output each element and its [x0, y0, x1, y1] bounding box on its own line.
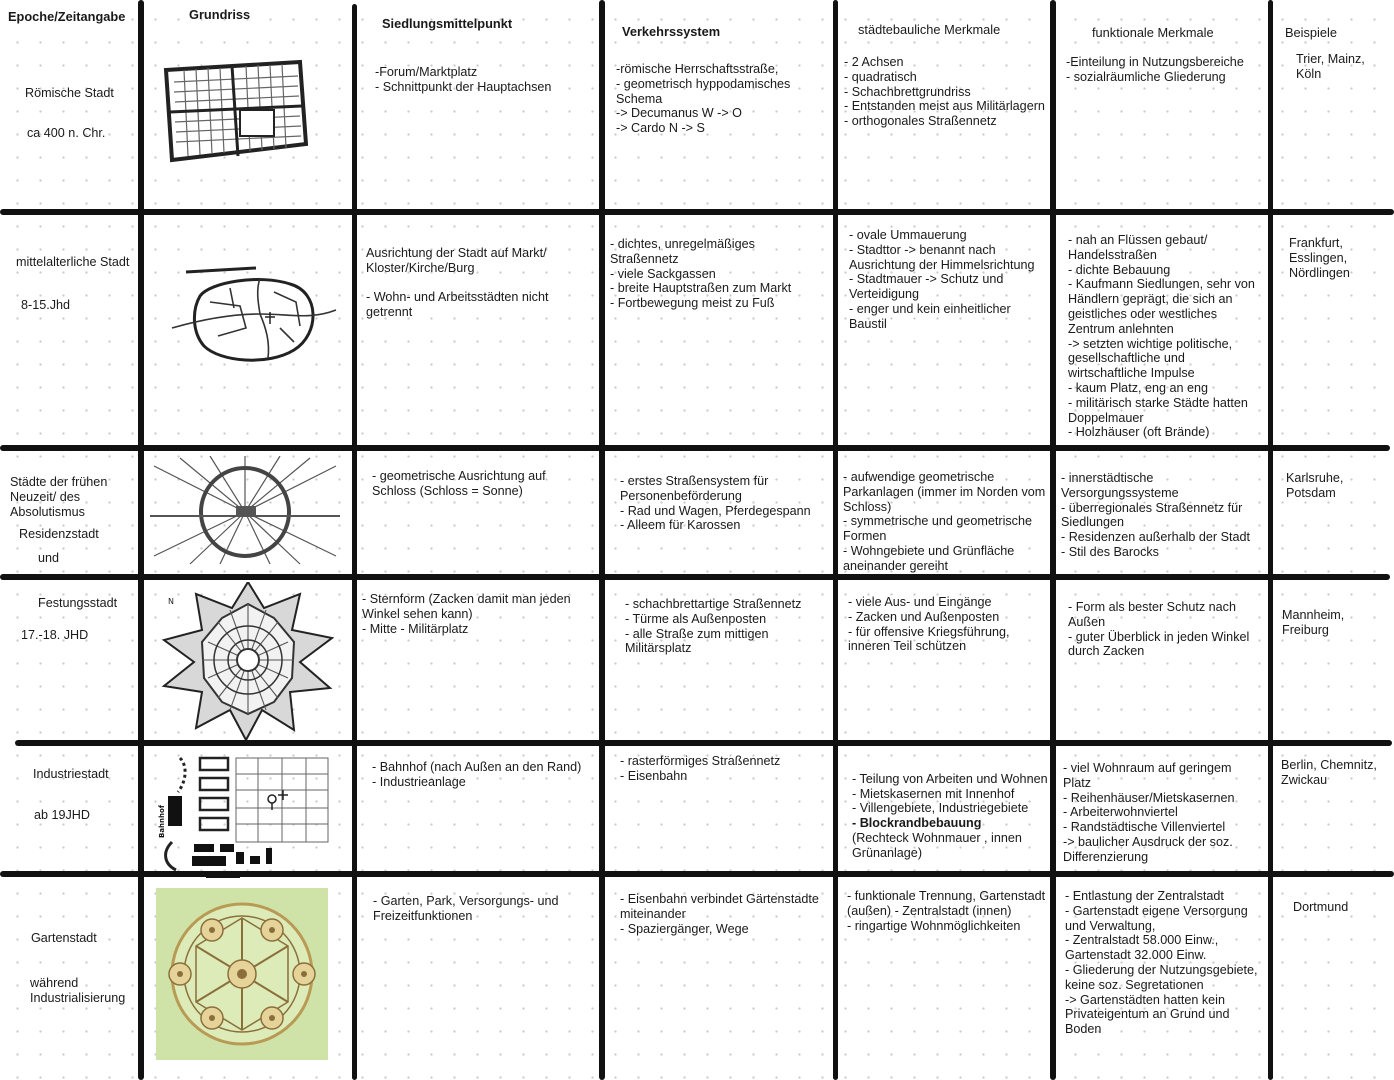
staedtebau-text: - aufwendige geometrische Parkanlagen (immer im Norden vom Schloss) - symmetrische und geometrische Formen - Wohngebiete und Grünfläche aneinander gereiht: [843, 470, 1046, 573]
mittelpunkt-text: -Forum/Marktplatz - Schnittpunkt der Hauptachsen: [375, 65, 552, 94]
staedtebau-text: - viele Aus- und Eingänge - Zacken und Außenposten - für offensive Kriegsführung, inneren Teil schützen: [848, 595, 1010, 654]
row-divider: [0, 209, 1394, 215]
mittelpunkt-text: - Sternform (Zacken damit man jeden Winkel sehen kann) - Mitte - Militärplatz: [362, 592, 571, 636]
epoche-name: Römische Stadt: [25, 86, 114, 100]
verkehr-text: - Eisenbahn verbindet Gärtenstadte miteinander - Spaziergänger, Wege: [620, 892, 819, 936]
blockrandbebauung-label: - Blockrandbebauung: [852, 816, 982, 831]
epoche-name: Städte der frühen Neuzeit/ des Absolutismus: [10, 475, 108, 519]
column-divider: [138, 0, 144, 1080]
column-divider: [1268, 0, 1273, 1080]
row-divider: [15, 740, 1392, 746]
funktion-text: - nah an Flüssen gebaut/ Handelsstraßen - dichte Bebauung - Kaufmann Siedlungen, sehr von Händlern geprägt, die sich an geistliches oder westliches Zentrum anlehnten -> setzten wichtige politische, gesellschaftliche und wirtschaftliche Impulse - kaum Platz, eng an eng - militärisch starke Städte hatten Doppelmauer - Holzhäuser (oft Brände): [1068, 233, 1255, 440]
mittelpunkt-text: - geometrische Ausrichtung auf Schloss (Schloss = Sonne): [372, 469, 546, 498]
star-fortress-plan-icon: [160, 582, 340, 740]
staedtebau-text-part: (Rechteck Wohnmauer , innen Grünanlage): [852, 830, 1022, 860]
header-verkehr: Verkehrssystem: [622, 24, 721, 39]
beispiele-text: Karlsruhe, Potsdam: [1286, 471, 1344, 500]
header-epoche: Epoche/Zeitangabe: [8, 9, 126, 24]
epoche-zeit: 8-15.Jhd: [21, 298, 71, 312]
industrial-grid-plan-icon: [158, 752, 334, 878]
verkehr-text: -römische Herrschaftsstraße, - geometrisch hyppodamisches Schema -> Decumanus W -> O -> Cardo N -> S: [616, 62, 791, 136]
staedtebau-text-part: - Teilung von Arbeiten und Wohnen - Mietskasernen mit Innenhof - Villengebiete, Industriegebiete: [852, 771, 1048, 816]
row-divider: [0, 574, 1390, 580]
epoche-name: Festungsstadt: [38, 596, 118, 610]
verkehr-text: - dichtes, unregelmäßiges Straßennetz - viele Sackgassen - breite Hauptstraßen zum Markt - Fortbewegung meist zu Fuß: [610, 237, 792, 311]
staedtebau-text: - 2 Achsen - quadratisch - Schachbrettgrundriss - Entstanden meist aus Militärlagern - orthogonales Straßennetz: [844, 55, 1045, 129]
funktion-text: - innerstädtische Versorgungssysteme - überregionales Straßennetz für Siedlungen - Residenzen außerhalb der Stadt - Stil des Barocks: [1061, 471, 1251, 559]
roman-grid-plan-icon: [160, 58, 312, 166]
column-divider: [352, 4, 357, 1080]
verkehr-text: - rasterförmiges Straßennetz - Eisenbahn: [620, 754, 781, 783]
epoche-zeit: 17.-18. JHD: [21, 628, 89, 642]
epoche-sub: Residenzstadt: [19, 527, 99, 541]
mittelpunkt-text: - Bahnhof (nach Außen an den Rand) - Industrieanlage: [372, 760, 582, 789]
epoche-name: mittelalterliche Stadt: [16, 255, 130, 269]
column-divider: [833, 0, 838, 1080]
header-grundriss: Grundriss: [189, 7, 251, 22]
header-beispiele: Beispiele: [1285, 25, 1337, 40]
mittelpunkt-text: - Garten, Park, Versorgungs- und Freizeitfunktionen: [373, 894, 559, 923]
header-funktion: funktionale Merkmale: [1092, 25, 1214, 40]
mittelpunkt-text: Ausrichtung der Stadt auf Markt/ Kloster/Kirche/Burg - Wohn- und Arbeitsstädten nicht getrennt: [366, 246, 549, 320]
staedtebau-text: - funktionale Trennung, Gartenstadt (außen) - Zentralstadt (innen) - ringartige Wohnmöglichkeiten: [847, 889, 1046, 933]
epoche-name: Gartenstadt: [31, 931, 97, 945]
epoche-zeit: während Industrialisierung: [30, 976, 126, 1005]
verkehr-text: - erstes Straßensystem für Personenbeförderung - Rad und Wagen, Pferdegespann - Alleem für Karossen: [620, 474, 811, 533]
epoche-zeit: ca 400 n. Chr.: [27, 126, 106, 140]
radial-residence-plan-icon: [150, 456, 340, 566]
row-divider: [0, 445, 1390, 451]
staedtebau-text: - ovale Ummauerung - Stadttor -> benannt nach Ausrichtung der Himmelsrichtung - Stadtmauer -> Schutz und Verteidigung - enger und kein einheitlicher Baustil: [849, 228, 1035, 331]
column-divider: [599, 0, 605, 1080]
beispiele-text: Frankfurt, Esslingen, Nördlingen: [1289, 236, 1350, 280]
funktion-text: - Entlastung der Zentralstadt - Gartenstadt eigene Versorgung und Verwaltung, - Zentralstadt 58.000 Einw., Gartenstadt 32.000 Einw. - Gliederung der Nutzungsgebiete, keine soz. Segretationen -> Gartenstädten hatten kein Privateigentum an Grund und Boden: [1065, 889, 1258, 1037]
beispiele-text: Trier, Mainz, Köln: [1296, 52, 1365, 81]
header-mittelpunkt: Siedlungsmittelpunkt: [382, 16, 513, 31]
funktion-text: - Form als bester Schutz nach Außen - guter Überblick in jeden Winkel durch Zacken: [1068, 600, 1250, 659]
garden-city-diagram-icon: [156, 888, 328, 1060]
verkehr-text: - schachbrettartige Straßennetz - Türme als Außenposten - alle Straße zum mittigen Militärsplatz: [625, 597, 802, 656]
funktion-text: -Einteilung in Nutzungsbereiche - sozialräumliche Gliederung: [1066, 55, 1244, 84]
epoche-zeit: ab 19JHD: [34, 808, 91, 822]
beispiele-text: Mannheim, Freiburg: [1282, 608, 1345, 637]
staedtebau-text: [852, 757, 1048, 861]
bahnhof-label: Bahnhof: [158, 805, 166, 838]
north-marker: N: [168, 597, 174, 606]
epoche-name: Industriestadt: [33, 767, 109, 781]
epoche-and: und: [38, 551, 60, 565]
beispiele-text: Dortmund: [1293, 900, 1349, 914]
medieval-oval-plan-icon: [170, 262, 340, 372]
funktion-text: - viel Wohnraum auf geringem Platz - Reihenhäuser/Mietskasernen - Arbeiterwohnviertel - Randstädtische Villenviertel -> baulicher Ausdruck der soz. Differenzierung: [1063, 761, 1235, 864]
beispiele-text: Berlin, Chemnitz, Zwickau: [1281, 758, 1377, 787]
column-divider: [1050, 0, 1056, 1080]
header-staedtebau: städtebauliche Merkmale: [858, 22, 1001, 37]
